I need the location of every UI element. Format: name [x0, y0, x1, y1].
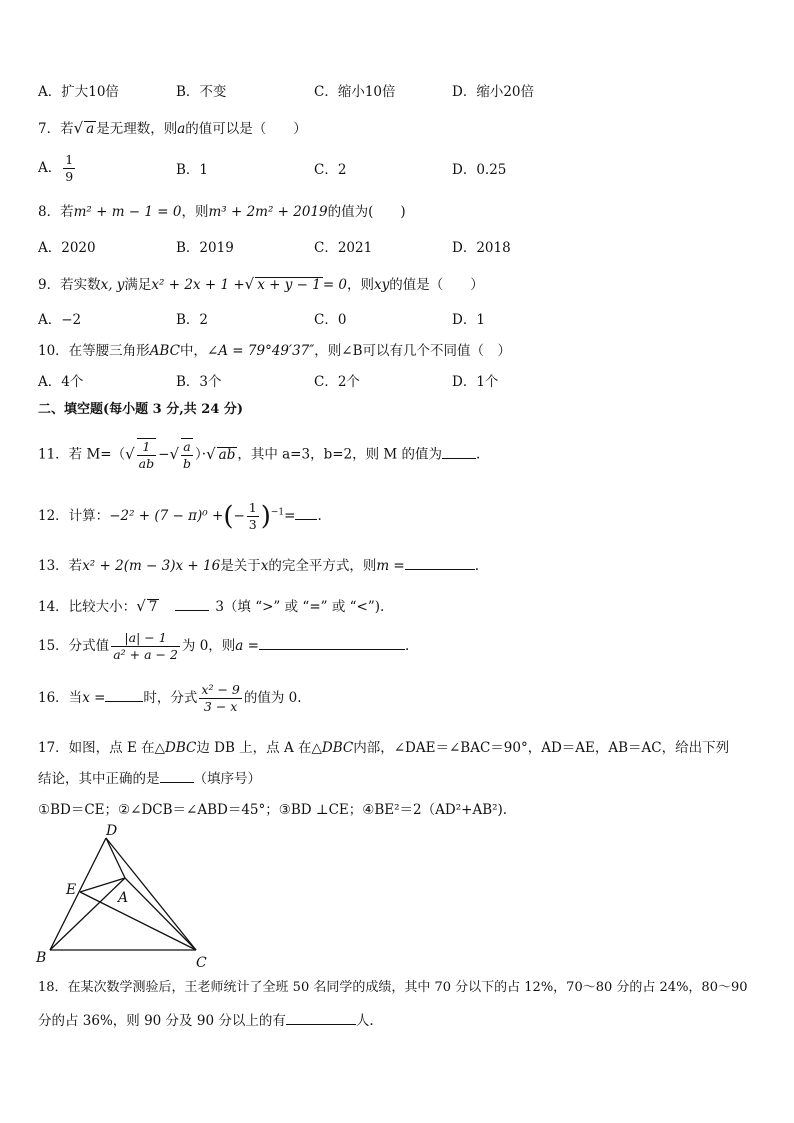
q10-option-b: B．3个 — [176, 374, 222, 390]
q9-option-a: A．−2 — [38, 312, 82, 328]
question-16: 16．当x = 时，分式 $\frac{\text{x² − 9}}{3 - x}$ 的值为 0. — [38, 682, 302, 714]
q10-option-d: D．1个 — [452, 374, 499, 390]
q7-option-d: D．0.25 — [452, 162, 507, 178]
q8-option-c: C．2021 — [314, 240, 373, 256]
q7-option-a: A． $\frac{1}{9}$ — [38, 152, 74, 184]
question-14: 14．比较大小：√ 7 3（填 “>” 或 “=” 或 “<”). — [38, 597, 385, 615]
q10-option-c: C．2个 — [314, 374, 360, 390]
question-7: 7．若√ a 是无理数，则a的值可以是（ ） — [38, 119, 307, 137]
question-8: 8．若m² + m − 1 = 0，则m³ + 2m² + 2019的值为( ) — [38, 204, 406, 220]
label-b: B — [36, 950, 47, 966]
label-d: D — [106, 823, 118, 839]
q6-option-d: D．缩小20倍 — [452, 84, 535, 100]
section-heading: 二、填空题(每小题 3 分,共 24 分) — [38, 402, 244, 417]
q7-option-b: B．1 — [176, 162, 209, 178]
q7-option-c: C．2 — [314, 162, 347, 178]
q9-option-d: D．1 — [452, 312, 485, 328]
question-12: 12．计算：−2² + (7 − π)⁰ +(− $\frac{1}{3}$ )$^{-1}$= . — [38, 500, 322, 532]
question-11: 11．若 M=（√ $\frac{1}{ab}$ −√ $\frac{a}{b}$ ）·√ ab ，其中 a=3，b=2，则 M 的值为 . — [38, 439, 481, 471]
question-9: 9．若实数x, y满足x² + 2x + 1 +√ x + y − 1 = 0，则xy的值是（ ） — [38, 275, 484, 293]
question-13: 13．若x² + 2(m − 3)x + 16是关于x的完全平方式，则m = . — [38, 555, 479, 576]
label-e: E — [66, 882, 77, 898]
label-a: A — [118, 890, 129, 906]
question-15: 15．分式值 $\frac{|a| - 1}{\text{a² + a − 2}}$ 为 0，则a = . — [38, 630, 410, 662]
question-10: 10．在等腰三角形ABC中，∠A = 79°49′37″，则∠B可以有几个不同值（ ） — [38, 343, 512, 359]
triangle-figure — [30, 822, 220, 972]
question-17-line-1: 17．如图，点 E 在△DBC边 DB 上，点 A 在△DBC内部，∠DAE＝∠BAC＝90°，AD＝AE，AB＝AC，给出下列 — [38, 740, 730, 756]
q9-option-b: B．2 — [176, 312, 209, 328]
question-18-line-2: 分的占 36%，则 90 分及 90 分以上的有 人. — [38, 1010, 374, 1031]
q8-option-b: B．2019 — [176, 240, 234, 256]
q10-option-a: A．4个 — [38, 374, 84, 390]
q8-option-d: D．2018 — [452, 240, 511, 256]
question-17-line-2: 结论，其中正确的是 （填序号） — [38, 768, 261, 789]
q9-option-c: C．0 — [314, 312, 347, 328]
question-18-line-1: 18．在某次数学测验后，王老师统计了全班 50 名同学的成绩，其中 70 分以下的占 12%，70～80 分的占 24%，80～90 — [38, 980, 748, 995]
q6-option-a: A．扩大10倍 — [38, 84, 119, 100]
q6-option-b: B．不变 — [176, 84, 227, 100]
q8-option-a: A．2020 — [38, 240, 96, 256]
q6-option-c: C．缩小10倍 — [314, 84, 396, 100]
question-17-line-3: ①BD＝CE；②∠DCB＝∠ABD＝45°；③BD ⊥CE；④BE²＝2（AD²+AB²). — [38, 802, 508, 818]
label-c: C — [196, 955, 207, 971]
